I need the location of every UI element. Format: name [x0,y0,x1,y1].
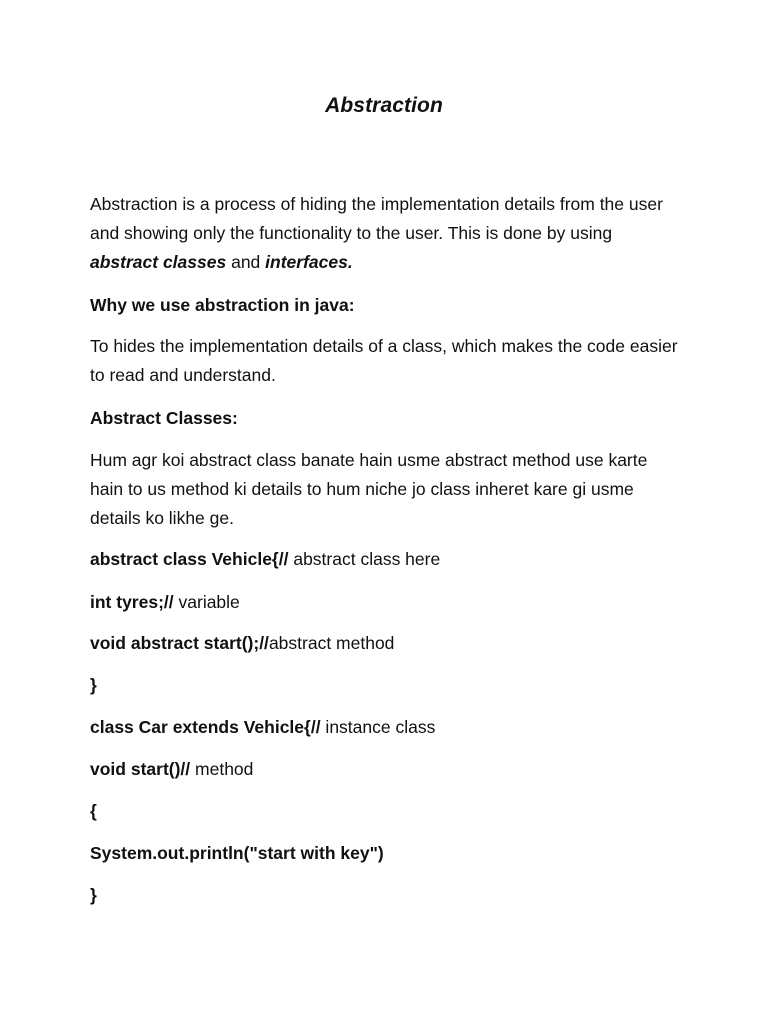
code-line [90,881,97,910]
intro-text-and: and [226,252,266,272]
code-comment: variable [173,592,240,612]
intro-text: Abstraction is a process of hiding the implementation details from the user and showing only the functionality to the user. This is done by using [90,194,663,243]
page-title: Abstraction [325,94,443,117]
why-heading: Why we use abstraction in java: [90,295,355,315]
abstract-classes-paragraph: Hum agr koi abstract class banate hain usme abstract method use karte hain to us method ki details to hum niche jo class inheret kare gi usme details ko likhe ge. [90,450,648,528]
code-line [90,671,97,700]
code-comment: instance class [320,717,436,737]
abstract-classes-heading: Abstract Classes: [90,408,238,428]
code-text: System.out.println("start with key") [90,843,384,863]
code-text: class Car extends Vehicle{// [90,717,321,737]
why-paragraph: To hides the implementation details of a class, which makes the code easier to read and understand. [90,336,678,385]
code-text: void abstract start();// [90,633,269,653]
code-line [90,755,253,784]
code-line [90,588,240,617]
code-text: int tyres;// [90,592,174,612]
code-comment: method [190,759,254,779]
code-text: abstract class Vehicle{// [90,549,289,569]
intro-emphasis-interfaces: interfaces. [265,252,353,272]
code-line [90,545,440,574]
intro-paragraph [90,190,680,277]
code-text: } [90,885,97,905]
code-text: { [90,801,97,821]
code-line [90,797,97,826]
intro-emphasis-abstract-classes: abstract classes [90,252,227,272]
code-text: } [90,675,97,695]
code-text: void start()// [90,759,191,779]
code-line [90,839,384,868]
code-line [90,629,394,658]
code-line [90,713,435,742]
code-comment: abstract method [268,633,395,653]
code-comment: abstract class here [288,549,441,569]
